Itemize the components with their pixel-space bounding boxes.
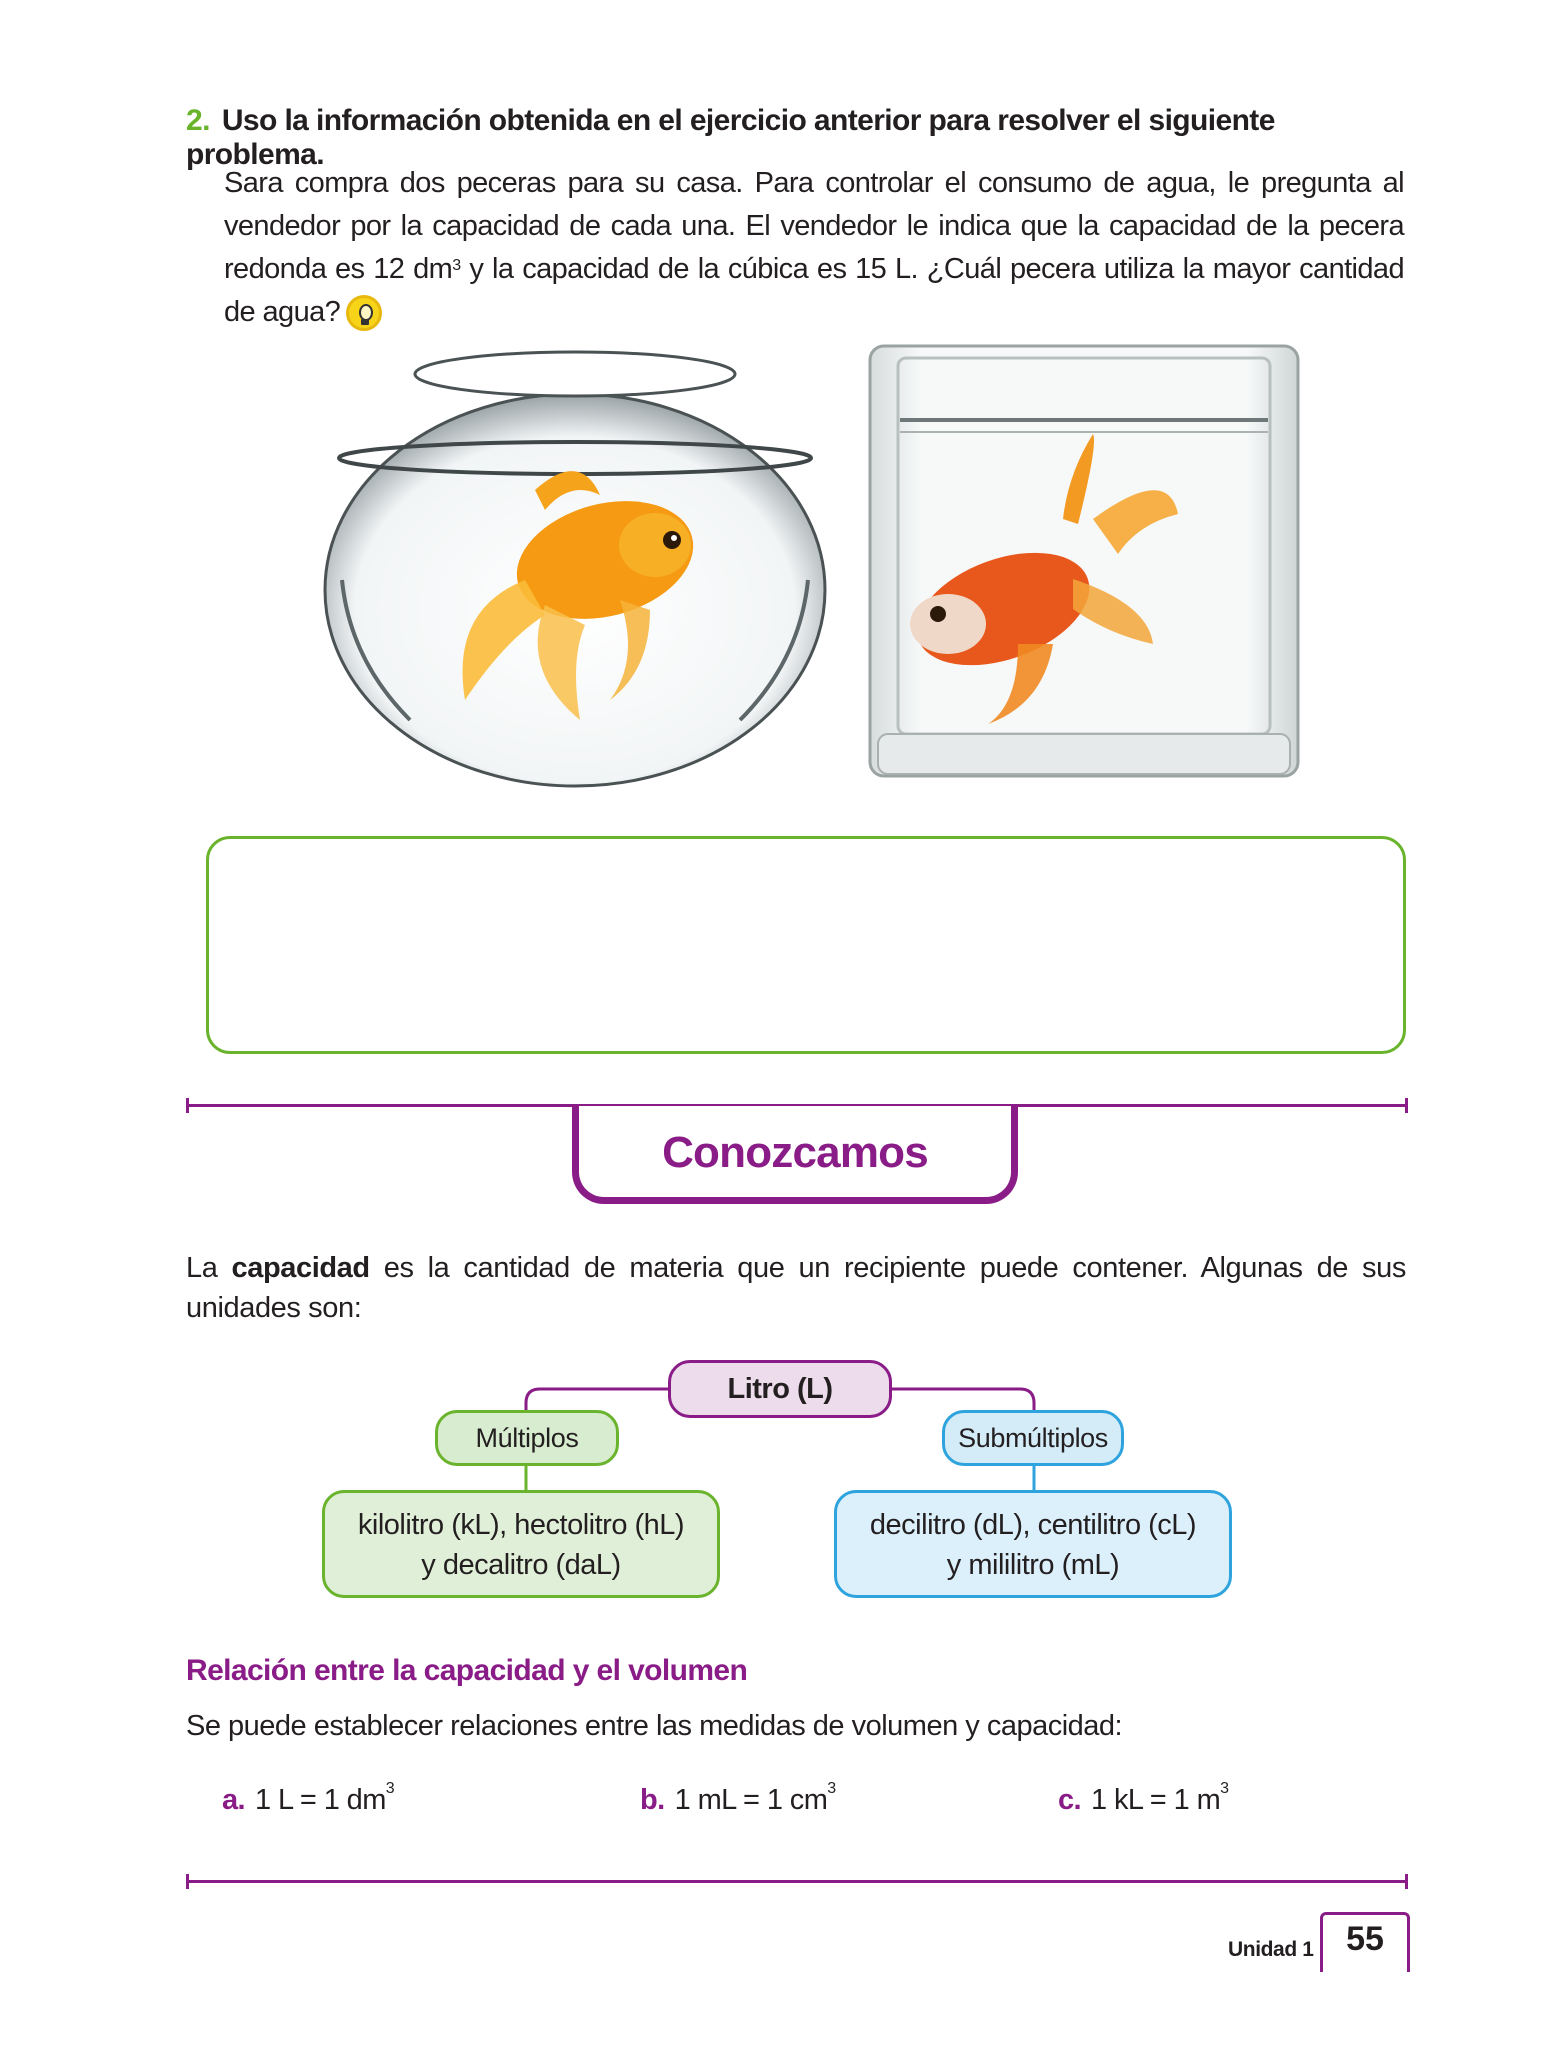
diagram-submultiples: Submúltiplos [942,1410,1124,1466]
equivalence-label: b. [640,1784,665,1816]
diagram-root-litro: Litro (L) [668,1360,892,1418]
exercise-heading-text: Uso la información obtenida en el ejercicio anterior para resolver el siguiente problema. [186,104,1275,171]
relation-heading: Relación entre la capacidad y el volumen [186,1654,748,1687]
diagram-submultiples-list [834,1490,1232,1598]
problem-text-part2: y la capacidad de la cúbica es 15 L. ¿Cuál pecera utiliza la mayor cantidad de agua? [224,253,1404,328]
diagram-multiples-list [322,1490,720,1598]
multiples-line1: kilolitro (kL), hectolitro (hL) [357,1509,685,1541]
equivalence-label: a. [222,1784,245,1816]
submultiples-line2: y mililitro (mL) [946,1549,1120,1581]
equivalence-expr: 1 L = 1 dm [255,1784,386,1816]
section-divider-bottom [186,1880,1408,1883]
diagram-multiples: Múltiplos [435,1410,619,1466]
section-title: Conozcamos [662,1128,928,1177]
submultiples-line1: decilitro (dL), centilitro (cL) [869,1509,1197,1541]
definition-keyword: capacidad [231,1252,370,1284]
equivalence-label: c. [1058,1784,1081,1816]
equivalence-a [222,1780,395,1817]
page-number: 55 [1320,1912,1410,1972]
exercise-number: 2. [186,104,210,137]
definition-post: es la cantidad de materia que un recipiente puede contener. Algunas de sus unidades son: [186,1252,1406,1324]
definition-pre: La [186,1252,232,1284]
problem-superscript: 3 [452,257,461,274]
relation-text: Se puede establecer relaciones entre las medidas de volumen y capacidad: [186,1710,1123,1742]
equivalence-c [1058,1780,1229,1817]
equivalence-sup: 3 [1220,1780,1229,1797]
equivalence-expr: 1 mL = 1 cm [674,1784,828,1816]
equivalence-sup: 3 [385,1780,395,1797]
problem-text-part1: Sara compra dos peceras para su casa. Para controlar el consumo de agua, le pregunta al vendedor por la capacidad de cada una. El vendedor le indica que la capacidad de la pecera redonda es 12 dm [224,167,1404,285]
equivalence-expr: 1 kL = 1 m [1091,1784,1221,1816]
equivalence-sup: 3 [827,1780,836,1797]
multiples-line2: y decalitro (daL) [421,1549,621,1581]
equivalence-b [640,1780,836,1817]
footer-unit: Unidad 1 [1228,1938,1314,1961]
